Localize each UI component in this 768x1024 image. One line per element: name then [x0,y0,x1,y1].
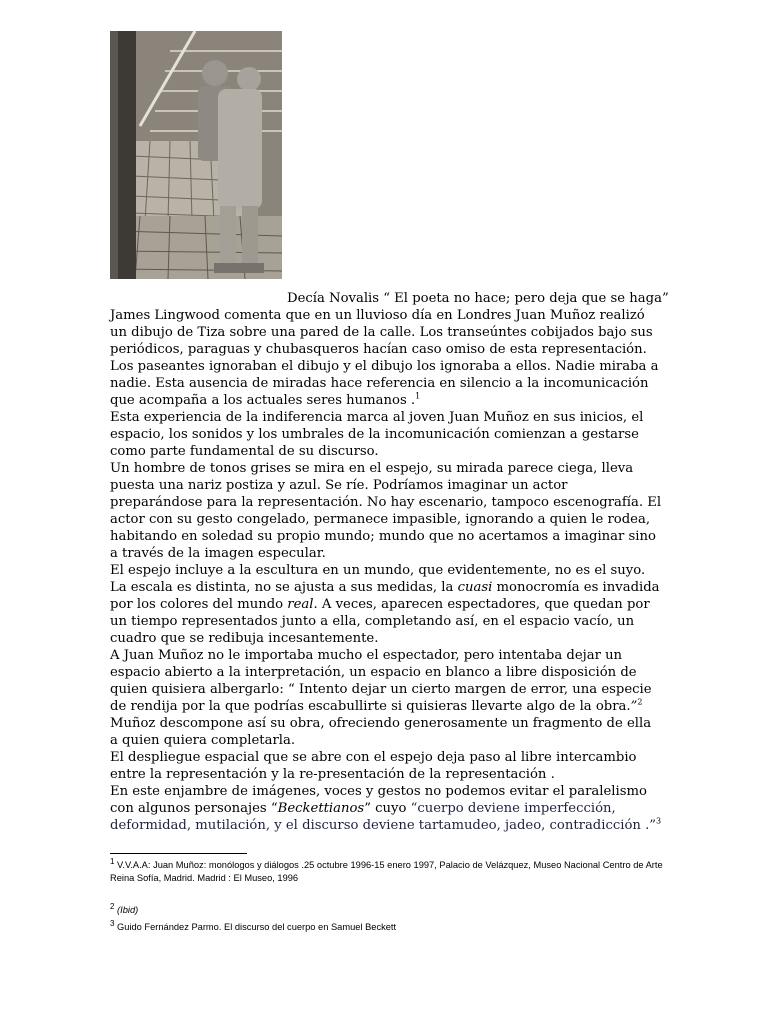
paragraph-enjambre-text-a: En este enjambre de imágenes, voces y gestos no podemos evitar el paralelismo con algunos personajes “ [110,784,647,816]
footnote-2 [110,901,665,917]
footnote-3-number: 3 [110,918,115,928]
footnote-3 [110,918,665,934]
paragraph-descompone: Muñoz descompone así su obra, ofreciendo generosamente un fragmento de ella a quien quiera completarla. [110,716,652,748]
footnote-separator [110,853,247,854]
paragraph-espejo-text-b: monocromía es invadida por los colores del mundo [110,580,660,612]
word-beckettianos: Beckettianos [277,801,365,816]
article-body [110,290,669,834]
footnote-1-text: Juan Muñoz: monólogos y diálogos .25 octubre 1996-15 enero 1997, Palacio de Velázquez, Museo Nacional Centro de Arte Reina Sofía, Madrid. Madrid : El Museo, 1996 [110,860,663,883]
footnote-1-number: 1 [110,856,115,866]
footnote-1-prefix: V.V.A.A: [114,860,154,870]
paragraph-enjambre [110,783,662,834]
word-cuasi: cuasi [457,580,493,595]
paragraph-hombre-gris: Un hombre de tonos grises se mira en el espejo, su mirada parece ciega, lleva puesta una nariz postiza y azul. Se ríe. Podríamos imaginar un actor preparándose para la representación. No hay escenario, tampoco escenografía. El actor con su gesto congelado, permanece impasible, ignorando a quien le rodea, habitando en soledad su propio mundo; mundo que no acertamos a imaginar sino a través de la imagen especular. [110,461,662,561]
paragraph-despliegue: El despliegue espacial que se abre con el espejo deja paso al libre intercambio entre la representación y la re-presentación de la representación . [110,750,637,782]
footnote-2-number: 2 [110,901,115,911]
paragraph-indiferencia: Esta experiencia de la indiferencia marca al joven Juan Muñoz en sus inicios, el espacio, los sonidos y los umbrales de la incomunicación comienzan a gestarse como parte fundamental de su discurso. [110,410,644,459]
novalis-quote: Decía Novalis “ El poeta no hace; pero deja que se haga” [287,291,669,306]
paragraph-espejo-text-c: . A veces, aparecen espectadores, que quedan por un tiempo representados junto a ella, completando así, en el espacio vacío, un cuadro que se redibuja incesantemente. [110,597,650,646]
paragraph-espectador-text: A Juan Muñoz no le importaba mucho el espectador, pero intentaba dejar un espacio abierto a la interpretación, un espacio en blanco a libre disposición de quien quisiera albergarlo: “ Intento dejar un cierto margen de error, una especie de rendija por la que podrías escabullirte si quisieras llevarte algo de la obra. [110,648,652,714]
footnote-ref-1[interactable]: 1 [415,391,421,401]
paragraph-enjambre-text-b: ” cuyo [364,801,411,816]
paragraph-espejo-text-a: El espejo incluye a la escultura en un mundo, que evidentemente, no es el suyo. La escala es distinta, no se ajusta a sus medidas, la [110,563,646,595]
sculpture-photo [110,31,282,279]
footnote-1 [110,856,665,885]
word-real: real [287,597,314,612]
beckett-quote: “cuerpo deviene imperfección, deformidad, mutilación, y el discurso deviene tartamudeo, jadeo, contradicción .” [110,801,657,833]
closing-quote-mark: ” [630,699,638,714]
paragraph-lingwood-text: James Lingwood comenta que en un lluvioso día en Londres Juan Muñoz realizó un dibujo de Tiza sobre una pared de la calle. Los transeúntes cobijados bajo sus periódicos, paraguas y chubasqueros hacían caso omiso de esta representación. Los paseantes ignoraban el dibujo y el dibujo los ignoraba a ellos. Nadie miraba a nadie. Esta ausencia de miradas hace referencia en silencio a la incomunicación que acompaña a los actuales seres humanos . [110,308,659,408]
footnote-3-text: Guido Fernández Parmo. El discurso del cuerpo en Samuel Beckett [114,922,397,932]
paragraph-espejo [110,562,662,647]
paragraph-lingwood [110,307,662,409]
footnote-ref-2[interactable]: 2 [637,697,643,707]
footnote-ref-3[interactable]: 3 [656,816,662,826]
footnote-2-text: (Ibid) [114,905,139,915]
paragraph-espectador [110,647,662,715]
